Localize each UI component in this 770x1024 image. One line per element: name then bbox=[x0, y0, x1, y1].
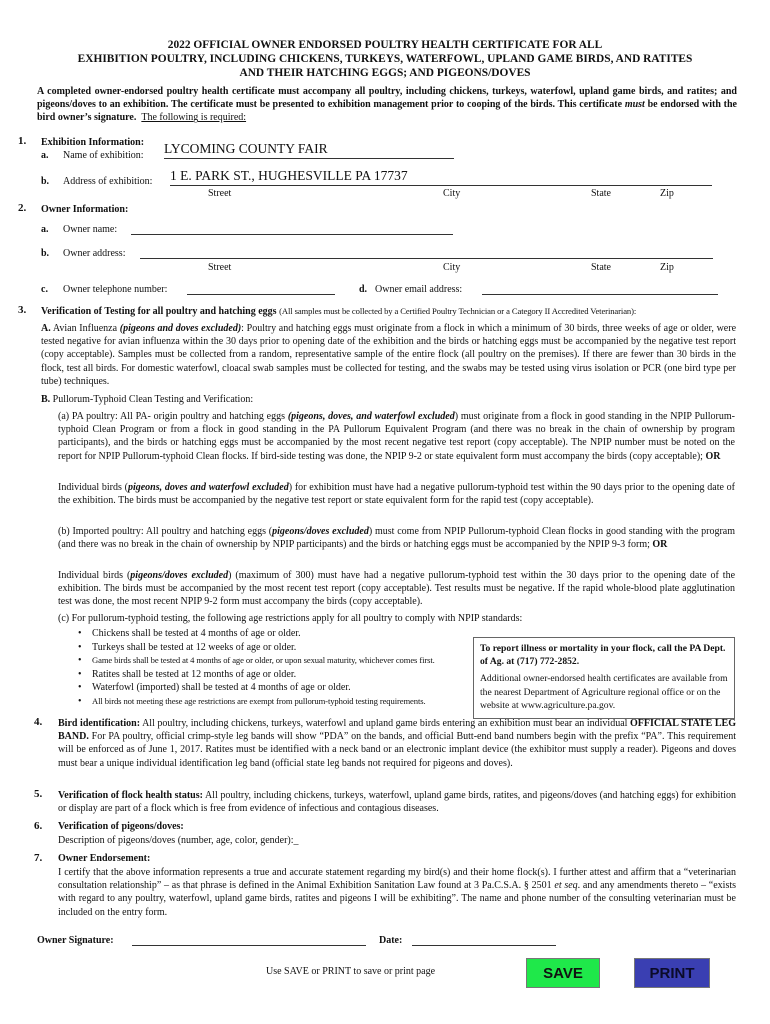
section-3-heading: Verification of Testing for all poultry and hatching eggs bbox=[41, 306, 277, 317]
list-item: • Chickens shall be tested at 4 months of age or older. bbox=[78, 628, 301, 639]
imported-poultry-text-2: ) must come from NPIP Pullorum-typhoid Clean flocks in good standing with the program (and there was no break in the chain of ownership by NPIP participants) and the birds or hatching eggs must be accompanied by the NPIP 9-3 form; bbox=[58, 526, 735, 551]
individual-birds-90-exclusion: pigeons, doves and waterfowl excluded bbox=[127, 482, 289, 493]
flock-health-text: All poultry, including chickens, turkeys, waterfowl, upland game birds, ratites, and pigeons/doves (and hatching eggs) for exhibition or display are part of a flock which is free from evidence of infectious and contagious diseases. bbox=[58, 790, 736, 815]
intro-paragraph bbox=[37, 85, 737, 125]
intro-text-a: A completed owner-endorsed poultry health certificate must accompany all poultry, including chickens, turkeys, waterfowl, upland game birds, and ratites; and pigeons/doves to an exhibition. The certificate must be presented to exhibition management prior to cooping of the birds. This certificate bbox=[37, 86, 737, 111]
owner-city-caption: City bbox=[443, 262, 461, 273]
date-label: Date: bbox=[379, 935, 403, 946]
exhibition-name-label: Name of exhibition: bbox=[63, 150, 144, 161]
avian-influenza-lead: Avian Influenza bbox=[52, 323, 118, 334]
section-2-heading: Owner Information: bbox=[41, 204, 129, 215]
exhibition-address-field[interactable] bbox=[170, 168, 712, 186]
imported-poultry-text-1: (b) Imported poultry: All poultry and hatching eggs ( bbox=[58, 526, 273, 537]
owner-street-caption: Street bbox=[208, 262, 232, 273]
section-1a-letter: a. bbox=[41, 150, 49, 161]
individual-birds-30-paragraph bbox=[58, 569, 735, 609]
avian-influenza-text: : Poultry and hatching eggs must originate from a flock in which a minimum of 30 birds, three weeks of age or older, were tested negative for avian influenza within the 30 days prior to opening date of the exhibition and the birds or hatching eggs must be accompanied by the negative test report (copy acceptable). Samples must be collected from a random, representative sample of the entire flock (all poultry on the premises). If there are fewer than 30 birds in the flock, test all birds. For domestic waterfowl, cloacal swab samples must be collected for testing, and the swabs may be tested using virus isolation or PCR (one bird type per tube) techniques. bbox=[41, 323, 737, 387]
individual-birds-90-text-2: ) for exhibition must have had a negative pullorum-typhoid test within the 90 days prior to the opening date of the exhibition. The birds must be accompanied by the negative test report or state equivalent form for the rapid test (copy acceptable). bbox=[58, 482, 736, 507]
intro-required: The following is required: bbox=[141, 112, 247, 124]
save-button[interactable]: SAVE bbox=[526, 958, 600, 988]
list-item: • Waterfowl (imported) shall be tested at 4 months of age or older. bbox=[78, 682, 351, 693]
title-line-1: 2022 OFFICIAL OWNER ENDORSED POULTRY HEALTH CERTIFICATE FOR ALL bbox=[167, 39, 603, 51]
section-2d-letter: d. bbox=[359, 284, 368, 295]
owner-name-label: Owner name: bbox=[63, 224, 118, 235]
section-2-number: 2. bbox=[18, 202, 27, 214]
bird-identification-heading: Bird identification: bbox=[58, 718, 141, 729]
report-illness-text: To report illness or mortality in your flock, call the PA Dept. of Ag. at (717) 772-2852. bbox=[480, 643, 726, 667]
intro-text-b: be endorsed with the bird owner’s signature. bbox=[37, 99, 737, 124]
section-4-number: 4. bbox=[34, 716, 43, 728]
exhibition-name-field[interactable]: LYCOMING COUNTY FAIR bbox=[164, 141, 454, 159]
exhibition-street-caption: Street bbox=[208, 188, 232, 199]
pa-poultry-paragraph bbox=[58, 410, 735, 463]
section-3A-letter: A. bbox=[41, 323, 51, 334]
pullorum-heading-line bbox=[41, 394, 253, 405]
bird-identification-text-1: All poultry, including chickens, turkeys, waterfowl and upland game birds entering an exhibition must bear an individual bbox=[140, 718, 631, 729]
individual-birds-90-paragraph bbox=[58, 481, 735, 507]
section-7-number: 7. bbox=[34, 852, 43, 864]
owner-email-label: Owner email address: bbox=[375, 284, 463, 295]
official-leg-band-text: OFFICIAL STATE LEG BAND. bbox=[58, 718, 736, 743]
list-item: • Turkeys shall be tested at 12 weeks of age or older. bbox=[78, 641, 297, 653]
imported-poultry-or: OR bbox=[652, 539, 668, 551]
pigeons-heading: Verification of pigeons/doves: bbox=[58, 821, 184, 832]
exhibition-state-caption: State bbox=[591, 188, 611, 199]
section-5-number: 5. bbox=[34, 788, 43, 800]
age-restrictions-intro: (c) For pullorum-typhoid testing, the following age restrictions apply for all poultry to comply with NPIP standards: bbox=[58, 613, 523, 624]
exhibition-address-label: Address of exhibition: bbox=[63, 176, 153, 187]
imported-poultry-paragraph bbox=[58, 525, 735, 551]
list-item: • All birds not meeting these age restrictions are exempt from pullorum-typhoid testing requirements. bbox=[78, 695, 426, 707]
section-1b-letter: b. bbox=[41, 176, 50, 187]
section-1-number: 1. bbox=[18, 135, 27, 147]
signature-field[interactable] bbox=[132, 933, 366, 946]
section-2b-letter: b. bbox=[41, 248, 50, 259]
owner-phone-field[interactable] bbox=[187, 282, 335, 295]
owner-email-field[interactable] bbox=[482, 282, 718, 295]
exhibition-city-caption: City bbox=[443, 188, 461, 199]
pigeons-description-field[interactable]: Description of pigeons/doves (number, age, color, gender):_ bbox=[58, 835, 299, 846]
section-1-heading: Exhibition Information: bbox=[41, 137, 145, 148]
section-3-heading-line bbox=[41, 306, 741, 317]
print-button[interactable]: PRINT bbox=[634, 958, 710, 988]
pa-poultry-text-1: (a) PA poultry: All PA- origin poultry and hatching eggs bbox=[58, 411, 288, 422]
bird-identification-paragraph bbox=[58, 717, 736, 770]
section-6-number: 6. bbox=[34, 820, 43, 832]
endorsement-text-1: I certify that the above information represents a true and accurate statement regarding my bird(s) and their home flock(s). I further attest and affirm that a “veterinarian consultation relationship” – as that phrase is defined in the Animal Exhibition Sanitation Law found at 3 Pa.C.S.A. § 2501 bbox=[58, 867, 736, 892]
list-item: • Game birds shall be tested at 4 months of age or older, or upon sexual maturity, whichever comes first. bbox=[78, 655, 435, 666]
owner-zip-caption: Zip bbox=[660, 262, 674, 273]
exhibition-address-value: 1 E. PARK ST., HUGHESVILLE PA 17737 bbox=[170, 168, 408, 183]
section-3B-letter: B. bbox=[41, 394, 51, 405]
owner-endorsement-paragraph bbox=[58, 866, 736, 919]
owner-address-label: Owner address: bbox=[63, 248, 126, 259]
owner-phone-label: Owner telephone number: bbox=[63, 284, 168, 295]
pa-poultry-exclusion: (pigeons, doves, and waterfowl excluded bbox=[287, 411, 455, 422]
endorsement-et-seq: et seq bbox=[554, 880, 578, 892]
endorsement-text-2: . and any amendments thereto – “exists with regard to any poultry, waterfowl, upland game birds, ratites and pigeons I will be exhibiting”. The name and phone number of the consulting veterinarian must be included on the entry form. bbox=[58, 880, 737, 918]
signature-label: Owner Signature: bbox=[37, 935, 114, 946]
avian-influenza-exclusion: (pigeons and doves excluded) bbox=[119, 323, 242, 334]
intro-must: must bbox=[624, 99, 645, 111]
individual-birds-90-text-1: Individual birds ( bbox=[58, 482, 128, 493]
owner-name-field[interactable] bbox=[131, 222, 453, 235]
bird-identification-text-2: For PA poultry, official crimp-style leg bands will show “PDA” on the bands, and official Butt-end band numbers begin with the prefix “PA”. This requirement will be enforced as of June 1, 2017. Ratites must be identified with a neck band or an electronic implant device (the exhibitor must supply a reader). Pigeons and doves must bear a unique individual identification leg band (official state leg bands not required for pigeons and doves). bbox=[58, 731, 736, 769]
individual-birds-30-exclusion: pigeons/doves excluded bbox=[130, 570, 229, 581]
owner-address-field[interactable] bbox=[140, 246, 713, 259]
age-restrictions-list bbox=[74, 627, 474, 708]
pa-poultry-or: OR bbox=[705, 450, 721, 462]
imported-poultry-exclusion: pigeons/doves excluded bbox=[272, 526, 369, 537]
owner-endorsement-heading: Owner Endorsement: bbox=[58, 853, 151, 864]
section-3-number: 3. bbox=[18, 304, 27, 316]
pullorum-heading: Pullorum-Typhoid Clean Testing and Verification: bbox=[52, 394, 254, 405]
individual-birds-30-text-1: Individual birds ( bbox=[58, 570, 131, 581]
exhibition-zip-caption: Zip bbox=[660, 188, 674, 199]
section-2c-letter: c. bbox=[41, 284, 48, 295]
flock-health-heading: Verification of flock health status: bbox=[58, 790, 203, 801]
owner-state-caption: State bbox=[591, 262, 611, 273]
date-field[interactable] bbox=[412, 933, 556, 946]
avian-influenza-paragraph bbox=[41, 322, 736, 388]
individual-birds-30-text-2: ) (maximum of 300) must have had a negative pullorum-typhoid test within the 30 days prior to the opening date of the exhibition. The birds must be accompanied by the most recent test report (copy acceptable). Test results must be negative. If the rapid whole-blood plate agglutination test was done, the most recent NPIP 9-2 form must accompany the birds (copy acceptable). bbox=[58, 570, 736, 608]
flock-health-paragraph bbox=[58, 789, 736, 815]
additional-certificates-text: Additional owner-endorsed health certificates are available from the nearest Department of Agriculture regional office or on the website at www.agriculture.pa.gov. bbox=[480, 673, 728, 711]
section-2a-letter: a. bbox=[41, 224, 49, 235]
title-line-2: EXHIBITION POULTRY, INCLUDING CHICKENS, TURKEYS, WATERFOWL, UPLAND GAME BIRDS, AND RATITES bbox=[77, 53, 693, 65]
report-illness-box bbox=[473, 637, 735, 719]
pa-poultry-text-2: ) must originate from a flock in good standing in the NPIP Pullorum-typhoid Clean Program or from a flock in good standing in the PA Pullorum Equivalent Program (and there was no break in the chain of ownership by program participants), and the birds or hatching eggs must be accompanied by the most recent negative test report (copy acceptable). The NPIP number must be noted on the report for NPIP Pullorum-typhoid Clean flocks. If bird-side testing was done, the NPIP 9-2 or state equivalent form must accompany the birds (copy acceptable); bbox=[58, 411, 736, 462]
title-line-3: AND THEIR HATCHING EGGS; AND PIGEONS/DOVES bbox=[239, 67, 531, 79]
section-3-heading-note: (All samples must be collected by a Certified Poultry Technician or a Category II Accredited Veterinarian): bbox=[279, 306, 637, 316]
save-print-instructions: Use SAVE or PRINT to save or print page bbox=[266, 966, 436, 977]
list-item: • Ratites shall be tested at 12 months of age or older. bbox=[78, 668, 297, 680]
